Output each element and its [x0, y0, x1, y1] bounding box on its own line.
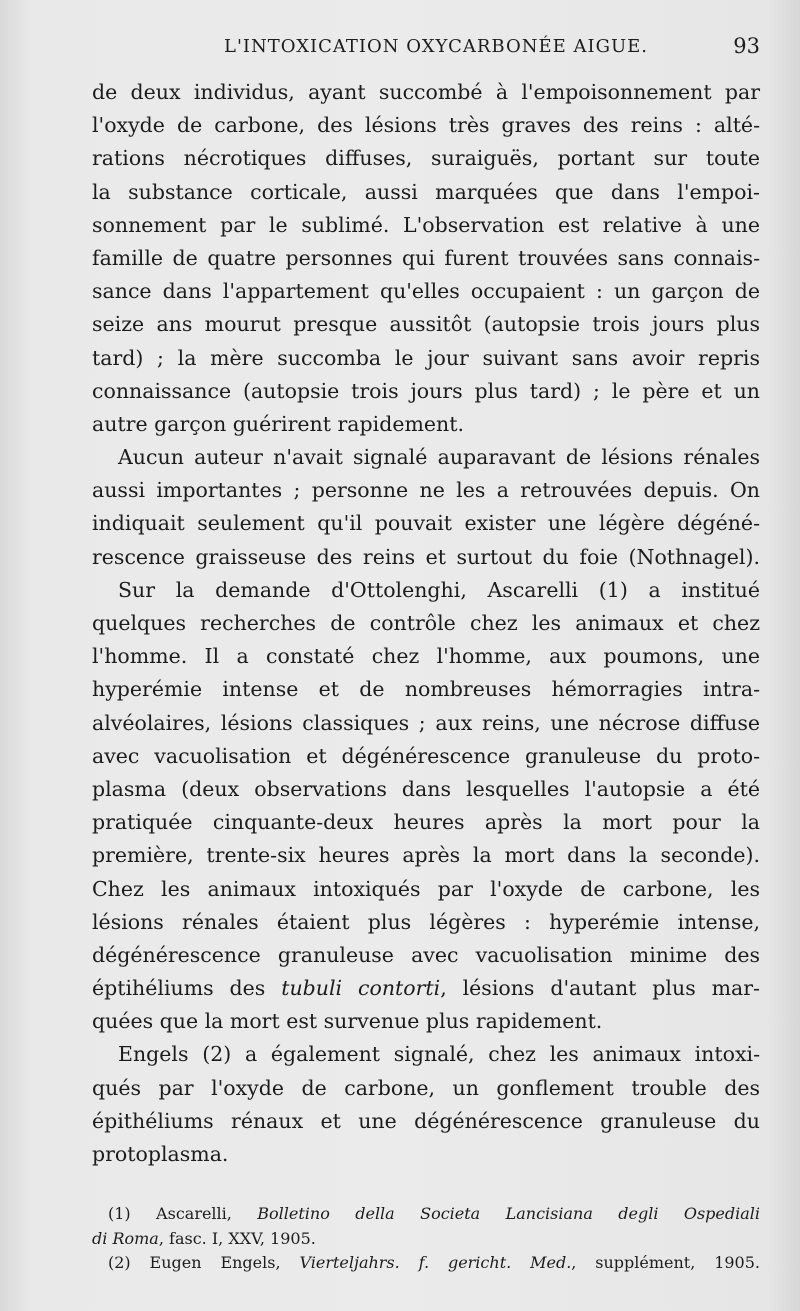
text-line: protoplasma. — [92, 1142, 229, 1166]
italic-term: tubuli contorti — [281, 976, 441, 1001]
text-line: l'homme. Il a constaté chez l'homme, aux poumons, une — [92, 644, 760, 669]
footnote-1-line-2 — [92, 1227, 760, 1252]
text-line: avec vacuolisation et dégénérescence granuleuse du proto- — [92, 743, 760, 768]
text-line: quelques recherches de contrôle chez les animaux et chez — [92, 611, 760, 635]
text-line: la substance corticale, aussi marquées que dans l'empoi- — [92, 179, 760, 204]
text-line: sonnement par le sublimé. L'observation est relative à une — [92, 212, 760, 237]
body-text — [92, 76, 760, 1171]
fn-italic: Bolletino della Societa Lancisiana degli Ospediali — [257, 1204, 761, 1223]
text-line: qués par l'oxyde de carbone, un gonflement trouble des — [92, 1075, 760, 1100]
footnote-1-line — [92, 1202, 760, 1227]
text-line: connaissance (autopsie trois jours plus tard) ; le père et un — [92, 378, 760, 403]
text-line: sance dans l'appartement qu'elles occupaient : un garçon de — [92, 279, 760, 304]
text-line: plasma (deux observations dans lesquelles l'autopsie a été — [92, 776, 760, 801]
fn-text: (1) Ascarelli, — [108, 1204, 258, 1223]
text-line: autre garçon guérirent rapidement. — [92, 411, 464, 436]
text-line: alvéolaires, lésions classiques ; aux reins, une nécrose diffuse — [92, 710, 760, 735]
text-line: rations nécrotiques diffuses, suraiguës, portant sur toute — [92, 146, 760, 171]
text-line: dégénérescence granuleuse avec vacuolisation minime des — [92, 942, 760, 967]
text-line: famille de quatre personnes qui furent trouvées sans connais- — [92, 245, 760, 270]
page-number: 93 — [733, 34, 760, 58]
fn-italic: Vierteljahrs. f. gericht. Med. — [299, 1253, 572, 1272]
fn-italic: di Roma — [92, 1228, 159, 1248]
text-line: l'oxyde de carbone, des lésions très graves des reins : alté- — [92, 113, 760, 138]
text-line: pratiquée cinquante-deux heures après la mort pour la — [92, 810, 760, 835]
text-line: Aucun auteur n'avait signalé auparavant de lésions rénales — [118, 445, 760, 470]
text-line-italic-terms — [92, 972, 760, 1005]
text-segment: , lésions d'autant plus mar- — [440, 976, 760, 1001]
footnote-2-line — [92, 1251, 760, 1276]
text-line: Sur la demande d'Ottolenghi, Ascarelli (1) a institué — [118, 577, 760, 602]
running-head: L'INTOXICATION OXYCARBONÉE AIGUE. — [224, 36, 648, 57]
text-line: rescence graisseuse des reins et surtout du foie (Nothnagel). — [92, 544, 760, 569]
text-line: lésions rénales étaient plus légères : hyperémie intense, — [92, 909, 760, 934]
fn-text: , fasc. I, XXV, 1905. — [158, 1228, 316, 1248]
fn-text: (2) Eugen Engels, — [108, 1253, 300, 1272]
text-line: épithéliums rénaux et une dégénérescence granuleuse du — [92, 1108, 760, 1133]
text-line: tard) ; la mère succomba le jour suivant sans avoir repris — [92, 345, 760, 370]
text-line: quées que la mort est survenue plus rapidement. — [92, 1009, 603, 1034]
text-line: Engels (2) a également signalé, chez les animaux intoxi- — [118, 1042, 760, 1067]
text-line: hyperémie intense et de nombreuses hémorragies intra- — [92, 677, 760, 702]
text-line: seize ans mourut presque aussitôt (autopsie trois jours plus — [92, 312, 760, 337]
fn-text: , supplément, 1905. — [571, 1253, 761, 1272]
page-header — [92, 36, 760, 66]
text-line: de deux individus, ayant succombé à l'empoisonnement par — [92, 80, 760, 104]
text-line: indiquait seulement qu'il pouvait exister une légère dégéné- — [92, 511, 760, 536]
text-line: aussi importantes ; personne ne les a retrouvées depuis. On — [92, 478, 760, 503]
text-line: première, trente-six heures après la mort dans la seconde). — [92, 843, 760, 868]
footnotes — [92, 1202, 760, 1276]
text-segment: éptihéliums des — [92, 976, 282, 1001]
text-line: Chez les animaux intoxiqués par l'oxyde de carbone, les — [92, 876, 760, 901]
